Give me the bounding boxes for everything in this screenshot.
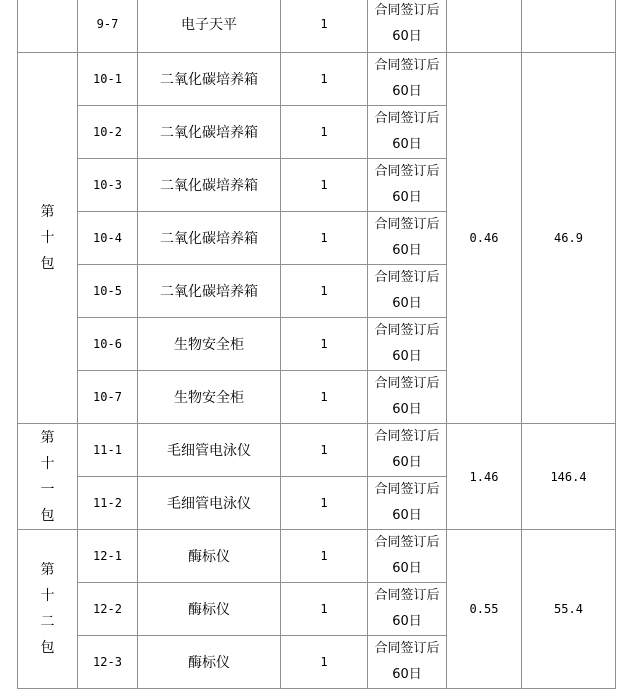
delivery-line: 合同签订后 [374, 429, 440, 444]
delivery-time [368, 318, 447, 371]
delivery-line: 合同签订后 [374, 270, 440, 285]
procurement-table [17, 0, 616, 689]
package-label-char: 包 [40, 256, 55, 272]
delivery-line: 合同签订后 [374, 641, 440, 656]
item-name: 二氧化碳培养箱 [138, 53, 281, 106]
item-name: 生物安全柜 [138, 318, 281, 371]
item-name: 二氧化碳培养箱 [138, 212, 281, 265]
package-label-char: 第 [40, 429, 55, 446]
delivery-line: 60日 [392, 455, 422, 470]
item-number: 12-2 [78, 583, 138, 636]
item-name: 二氧化碳培养箱 [138, 265, 281, 318]
package-fee: 0.55 [447, 530, 522, 689]
item-number: 12-3 [78, 636, 138, 689]
item-name: 二氧化碳培养箱 [138, 159, 281, 212]
delivery-line: 合同签订后 [374, 482, 440, 497]
delivery-time [368, 530, 447, 583]
item-name: 毛细管电泳仪 [138, 424, 281, 477]
package-label-char: 一 [40, 481, 55, 498]
table-row [18, 424, 616, 477]
delivery-line: 60日 [392, 667, 422, 682]
item-name: 生物安全柜 [138, 371, 281, 424]
item-quantity: 1 [281, 0, 368, 53]
delivery-line: 合同签订后 [374, 376, 440, 391]
delivery-time [368, 477, 447, 530]
package-label-char: 十 [40, 588, 55, 604]
item-name: 电子天平 [138, 0, 281, 53]
delivery-line: 60日 [392, 296, 422, 311]
package-cell [18, 0, 78, 53]
item-quantity: 1 [281, 212, 368, 265]
package-label [18, 530, 78, 689]
package-label-char: 十 [40, 455, 55, 472]
item-name: 毛细管电泳仪 [138, 477, 281, 530]
package-label-char: 第 [40, 562, 55, 578]
item-number: 10-2 [78, 106, 138, 159]
delivery-line: 60日 [392, 137, 422, 152]
package-label-char: 包 [40, 640, 55, 656]
item-number: 10-6 [78, 318, 138, 371]
delivery-time [368, 424, 447, 477]
delivery-line: 合同签订后 [374, 2, 440, 18]
delivery-time [368, 583, 447, 636]
item-quantity: 1 [281, 106, 368, 159]
delivery-line: 60日 [392, 84, 422, 99]
item-quantity: 1 [281, 159, 368, 212]
package-label-char: 包 [40, 507, 55, 524]
package-amount: 55.4 [522, 530, 616, 689]
delivery-time [368, 212, 447, 265]
delivery-line: 60日 [392, 614, 422, 629]
package-label-char: 十 [40, 230, 55, 246]
delivery-line: 合同签订后 [374, 111, 440, 126]
delivery-time [368, 159, 447, 212]
package-label [18, 424, 78, 530]
delivery-line: 合同签订后 [374, 164, 440, 179]
item-name: 二氧化碳培养箱 [138, 106, 281, 159]
item-quantity: 1 [281, 424, 368, 477]
item-name: 酶标仪 [138, 583, 281, 636]
delivery-line: 60日 [392, 28, 422, 44]
item-quantity: 1 [281, 477, 368, 530]
delivery-line: 60日 [392, 190, 422, 205]
table-row [18, 0, 616, 53]
delivery-line: 合同签订后 [374, 535, 440, 550]
item-number: 10-7 [78, 371, 138, 424]
item-number: 10-1 [78, 53, 138, 106]
table-row [18, 53, 616, 106]
delivery-line: 60日 [392, 402, 422, 417]
item-name: 酶标仪 [138, 530, 281, 583]
delivery-line: 60日 [392, 561, 422, 576]
package-fee: 1.46 [447, 424, 522, 530]
delivery-time [368, 636, 447, 689]
delivery-line: 60日 [392, 349, 422, 364]
item-number: 9-7 [78, 0, 138, 53]
item-name: 酶标仪 [138, 636, 281, 689]
item-number: 11-2 [78, 477, 138, 530]
item-quantity: 1 [281, 265, 368, 318]
delivery-line: 60日 [392, 243, 422, 258]
item-quantity: 1 [281, 636, 368, 689]
item-quantity: 1 [281, 371, 368, 424]
delivery-line: 合同签订后 [374, 58, 440, 73]
package-fee: 0.46 [447, 53, 522, 424]
delivery-time [368, 371, 447, 424]
delivery-time [368, 53, 447, 106]
item-quantity: 1 [281, 530, 368, 583]
item-number: 11-1 [78, 424, 138, 477]
package-label [18, 53, 78, 424]
item-quantity: 1 [281, 53, 368, 106]
delivery-time [368, 265, 447, 318]
table-row [18, 530, 616, 583]
item-number: 10-3 [78, 159, 138, 212]
delivery-line: 合同签订后 [374, 217, 440, 232]
delivery-time [368, 0, 447, 53]
amount-cell [522, 0, 616, 53]
package-label-char: 二 [40, 614, 55, 630]
fee-cell [447, 0, 522, 53]
item-number: 12-1 [78, 530, 138, 583]
delivery-line: 60日 [392, 508, 422, 523]
delivery-line: 合同签订后 [374, 588, 440, 603]
item-number: 10-4 [78, 212, 138, 265]
delivery-time [368, 106, 447, 159]
package-label-char: 第 [40, 204, 55, 220]
package-amount: 46.9 [522, 53, 616, 424]
item-quantity: 1 [281, 583, 368, 636]
delivery-line: 合同签订后 [374, 323, 440, 338]
item-quantity: 1 [281, 318, 368, 371]
item-number: 10-5 [78, 265, 138, 318]
package-amount: 146.4 [522, 424, 616, 530]
